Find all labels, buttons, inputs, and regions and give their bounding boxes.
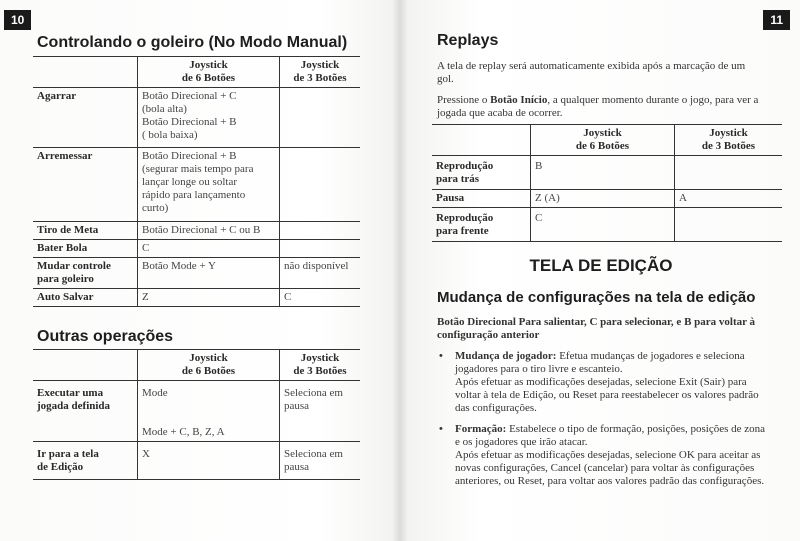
goalkeeper-controls-table: [33, 56, 360, 307]
row-label: Ir para a tela de Edição: [33, 442, 138, 480]
six-button-value: Mode Mode + C, B, Z, A: [138, 381, 280, 442]
bullet-text: Efetua mudanças de jogadores e seleciona jogadores para o tiro livre e escanteio. Após efetuar as modificações desejadas, selecione Exit (Sair) para voltar à tela de Edição, ou Reset para reestabelecer os valores padrão das configurações.: [455, 350, 759, 414]
row-label: Agarrar: [33, 88, 138, 148]
six-button-value: B: [531, 156, 675, 190]
three-button-value: [280, 148, 361, 222]
table-header-row: [33, 350, 360, 381]
six-button-value: Z: [138, 289, 280, 307]
edit-options-list: [437, 350, 767, 496]
list-item: [437, 423, 767, 488]
table-row: [33, 222, 360, 240]
replay-paragraph: A tela de replay será automaticamente exibida após a marcação de um gol.: [437, 60, 746, 85]
edit-controls-intro: Botão Direcional Para salientar, C para selecionar, e B para voltar à configuração anterior: [437, 316, 756, 341]
bullet-icon: •: [439, 423, 443, 435]
three-button-value: A: [675, 190, 783, 208]
table-row: [33, 381, 360, 442]
header-six-button: Joystick de 6 Botões: [531, 125, 675, 156]
six-button-value: C: [531, 208, 675, 242]
section-title-goalkeeper: Controlando o goleiro (No Modo Manual): [37, 34, 348, 51]
three-button-value: [280, 240, 361, 258]
header-empty: [33, 57, 138, 88]
row-label: Auto Salvar: [33, 289, 138, 307]
subtitle-edit-settings: Mudança de configurações na tela de edição: [437, 289, 756, 306]
header-empty: [432, 125, 531, 156]
bullet-icon: •: [439, 350, 443, 362]
row-label: Executar uma jogada definida: [33, 381, 138, 442]
replay-controls-table: [432, 124, 782, 242]
table-row: [432, 190, 782, 208]
left-page: [0, 0, 398, 541]
row-label: Bater Bola: [33, 240, 138, 258]
header-empty: [33, 350, 138, 381]
six-button-value: Botão Direcional + B (segurar mais tempo para lançar longe ou soltar rápido para lançamento curto): [138, 148, 280, 222]
six-button-value: Botão Direcional + C (bola alta) Botão Direcional + B ( bola baixa): [138, 88, 280, 148]
table-header-row: [33, 57, 360, 88]
para-suffix: , a qualquer momento durante o jogo, para ver a jogada que acaba de ocorrer.: [437, 94, 759, 119]
bullet-term: Formação:: [455, 423, 507, 435]
bullet-text: Estabelece o tipo de formação, posições, posições de zona e os jogadores que irão atacar. Após efetuar as modificações desejadas, selecione OK para aceitar as novas configurações, Cancel (cancelar) para voltar às configurações anteriores, ou Reset, para voltar aos valores padrão das configurações.: [455, 423, 766, 487]
three-button-value: [675, 208, 783, 242]
header-three-button: Joystick de 3 Botões: [280, 350, 361, 381]
bullet-term: Mudança de jogador:: [455, 350, 557, 362]
three-button-value: [675, 156, 783, 190]
header-three-button: Joystick de 3 Botões: [280, 57, 361, 88]
replay-start-paragraph: [437, 94, 767, 120]
other-operations-table: [33, 349, 360, 480]
edit-screen-title: TELA DE EDIÇÃO: [529, 256, 673, 275]
row-label: Pausa: [432, 190, 531, 208]
table-row: [33, 240, 360, 258]
table-row: [33, 258, 360, 289]
six-button-value: Botão Direcional + C ou B: [138, 222, 280, 240]
six-button-value: Z (A): [531, 190, 675, 208]
section-title-other-operations: Outras operações: [37, 328, 174, 345]
start-button-term: Botão Início: [490, 94, 548, 106]
header-six-button: Joystick de 6 Botões: [138, 350, 280, 381]
table-row: [432, 208, 782, 242]
table-row: [33, 88, 360, 148]
three-button-value: não disponível: [280, 258, 361, 289]
table-row: [432, 156, 782, 190]
three-button-value: Seleciona em pausa: [280, 442, 361, 480]
three-button-value: C: [280, 289, 361, 307]
table-row: [33, 442, 360, 480]
right-page: [402, 0, 800, 541]
row-label: Reprodução para frente: [432, 208, 531, 242]
row-label: Arremessar: [33, 148, 138, 222]
row-label: Mudar controle para goleiro: [33, 258, 138, 289]
table-header-row: [432, 125, 782, 156]
para-prefix: Pressione o: [437, 94, 491, 106]
row-label: Reprodução para trás: [432, 156, 531, 190]
three-button-value: Seleciona em pausa: [280, 381, 361, 442]
page-number-right: 11: [763, 10, 790, 30]
six-button-value: X: [138, 442, 280, 480]
table-row: [33, 289, 360, 307]
list-item: [437, 350, 767, 415]
three-button-value: [280, 88, 361, 148]
row-label: Tiro de Meta: [33, 222, 138, 240]
six-button-value: C: [138, 240, 280, 258]
table-row: [33, 148, 360, 222]
three-button-value: [280, 222, 361, 240]
six-button-value: Botão Mode + Y: [138, 258, 280, 289]
header-three-button: Joystick de 3 Botões: [675, 125, 783, 156]
section-title-replays: Replays: [437, 32, 499, 49]
header-six-button: Joystick de 6 Botões: [138, 57, 280, 88]
page-number-left: 10: [4, 10, 31, 30]
